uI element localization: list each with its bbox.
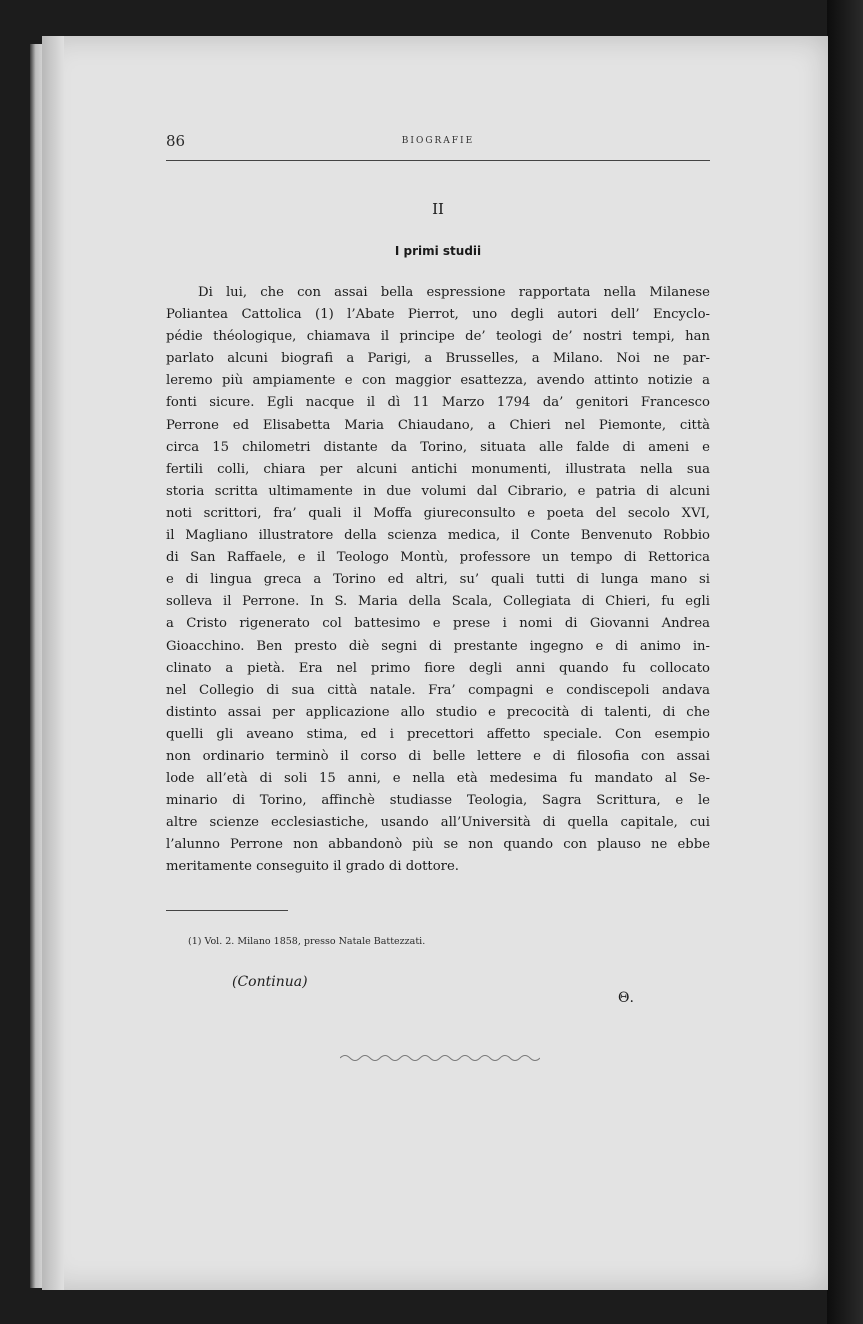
body-line: nel Collegio di sua città natale. Fra’ compagni e condiscepoli andava: [166, 682, 710, 698]
body-line: solleva il Perrone. In S. Maria della Scala, Collegiata di Chieri, fu egli: [166, 594, 710, 610]
chapter-number: II: [432, 200, 444, 218]
chapter-title: I primi studii: [394, 244, 482, 258]
body-line: fonti sicure. Egli nacque il dì 11 Marzo 1794 da’ genitori Francesco: [166, 395, 710, 411]
body-line: quelli gli aveano stima, ed i precettori affetto speciale. Con esempio: [166, 726, 710, 742]
body-line: non ordinario terminò il corso di belle lettere e di filosofia con assai: [166, 748, 710, 764]
body-line: lode all’età di soli 15 anni, e nella età medesima fu mandato al Se-: [166, 771, 710, 787]
footnote-divider: [166, 910, 288, 911]
running-head: [166, 130, 710, 161]
body-line: Perrone ed Elisabetta Maria Chiaudano, a Chieri nel Piemonte, città: [166, 417, 710, 433]
body-line: clinato a pietà. Era nel primo fiore degli anni quando fu collocato: [166, 660, 710, 676]
body-line: meritamente conseguito il grado di dottore.: [166, 859, 459, 875]
body-line: storia scritta ultimamente in due volumi dal Cibrario, e patria di alcuni: [166, 483, 710, 499]
body-line: parlato alcuni biografi a Parigi, a Brusselles, a Milano. Noi ne par-: [166, 351, 710, 367]
body-line: leremo più ampiamente e con maggior esattezza, avendo attinto notizie a: [166, 373, 710, 389]
body-line: altre scienze ecclesiastiche, usando all’Università di quella capitale, cui: [166, 815, 710, 831]
body-line: Di lui, che con assai bella espressione rapportata nella Milanese: [198, 285, 710, 300]
body-line: circa 15 chilometri distante da Torino, situata alle falde di ameni e: [166, 439, 710, 455]
body-line: pédie théologique, chiamava il principe de’ teologi de’ nostri tempi, han: [166, 329, 710, 345]
body-line: a Cristo rigenerato col battesimo e prese i nomi di Giovanni Andrea: [166, 616, 710, 632]
body-line: distinto assai per applicazione allo studio e precocità di talenti, di che: [166, 704, 710, 720]
body-line: minario di Torino, affinchè studiasse Teologia, Sagra Scrittura, e le: [166, 793, 710, 809]
body-line: e di lingua greca a Torino ed altri, su’ quali tutti di lunga mano si: [166, 572, 710, 588]
continuation-note: (Continua): [232, 974, 308, 990]
body-line: di San Raffaele, e il Teologo Montù, professore un tempo di Rettorica: [166, 550, 710, 566]
footnote: (1) Vol. 2. Milano 1858, presso Natale Battezzati.: [188, 936, 426, 947]
ornament-divider: [340, 1052, 540, 1064]
body-paragraph: [166, 282, 710, 879]
page-gutter-shadow: [42, 36, 64, 1290]
page-number: 86: [166, 132, 186, 150]
scan-edge-right: [827, 0, 863, 1324]
body-line: Poliantea Cattolica (1) l’Abate Pierrot, uno degli autori dell’ Encyclo-: [166, 307, 710, 323]
body-line: l’alunno Perrone non abbandonò più se non quando con plauso ne ebbe: [166, 837, 710, 853]
author-signature: Θ.: [618, 990, 634, 1006]
body-line: Gioacchino. Ben presto diè segni di prestante ingegno e di animo in-: [166, 638, 710, 654]
body-line: fertili colli, chiara per alcuni antichi monumenti, illustrata nella sua: [166, 461, 710, 477]
section-title: BIOGRAFIE: [401, 136, 475, 146]
body-line: il Magliano illustratore della scienza medica, il Conte Benvenuto Robbio: [166, 528, 710, 544]
body-line: noti scrittori, fra’ quali il Moffa giureconsulto e poeta del secolo XVI,: [166, 505, 710, 521]
